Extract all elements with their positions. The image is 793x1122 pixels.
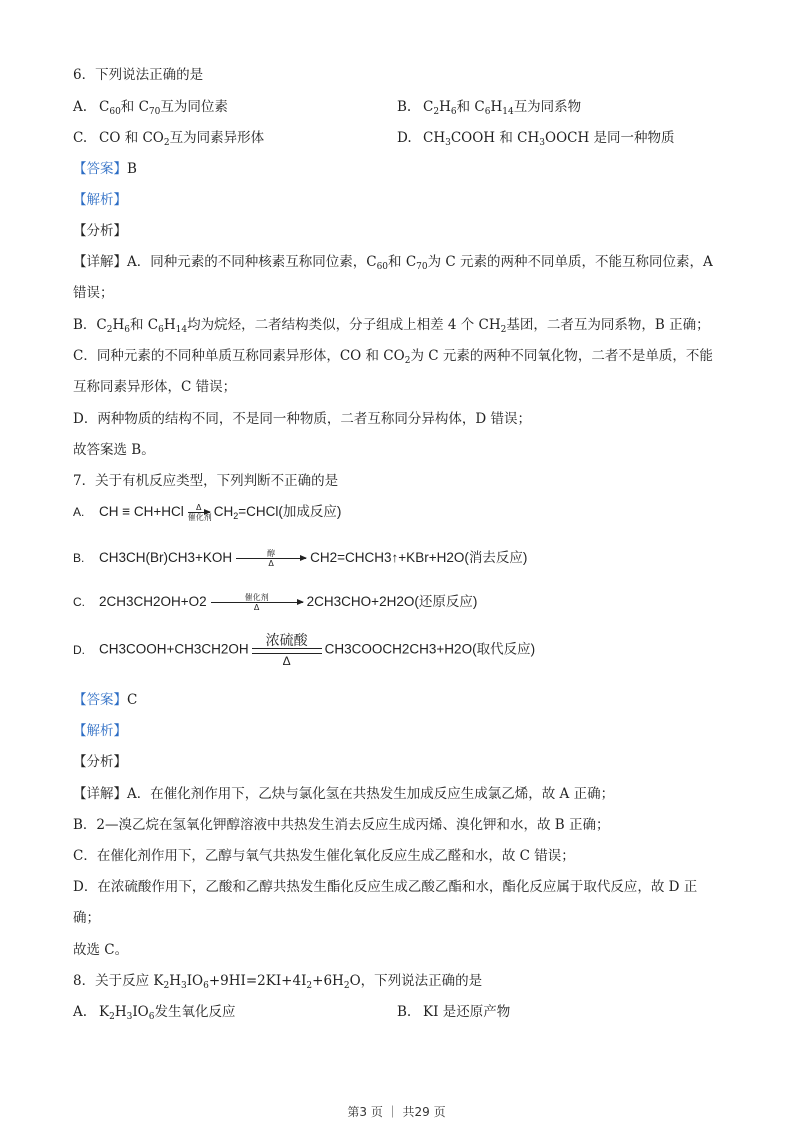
q6-detail-a: 【详解】A．同种元素的不同种核素互称同位素，$C_{60}$和 $C_{70}$为 C 元素的两种不同单质，不能互称同位素，A — [73, 254, 713, 272]
q6-detail-a-cont: 错误； — [73, 285, 114, 301]
q7-answer: 【答案】C — [73, 692, 138, 708]
answer-tag: 【答案】 — [73, 161, 127, 177]
q6-detail-c-cont: 互称同素异形体，C 错误； — [73, 379, 237, 395]
q7-option-d: D. CH3COOH+CH3CH2OH 浓硫酸 Δ CH3COOCH2CH3+H2O(取代反应) — [73, 632, 536, 668]
q7-stem: 7．关于有机反应类型，下列判断不正确的是 — [73, 473, 339, 489]
q6-option-b: B. $C_2H_6$和 $C_6H_{14}$互为同系物 — [397, 99, 582, 117]
q7-detail-a: 【详解】A．在催化剂作用下，乙炔与氯化氢在共热发生加成反应生成氯乙烯，故 A 正确； — [73, 786, 615, 802]
q6-conclusion: 故答案选 B。 — [73, 442, 155, 458]
q6-answer: 【答案】B — [73, 161, 137, 177]
q6-fenxi-tag: 【分析】 — [73, 223, 127, 239]
q6-detail-d: D．两种物质的结构不同，不是同一种物质，二者互称同分异构体，D 错误； — [73, 411, 531, 427]
q6-stem: 6．下列说法正确的是 — [73, 67, 204, 83]
q7-analysis-tag: 【解析】 — [73, 723, 127, 739]
equilibrium-arrow-d: 浓硫酸 Δ — [252, 632, 322, 668]
reaction-arrow-a: Δ 催化剂 — [187, 502, 212, 522]
q6-detail-c: C．同种元素的不同种单质互称同素异形体，CO 和 $CO_2$为 C 元素的两种不同氧化物，二者不是单质，不能 — [73, 348, 713, 366]
q7-option-c: C. 2CH3CH2OH+O2 催化剂 Δ 2CH3CHO+2H2O(还原反应) — [73, 592, 478, 612]
q7-detail-c: C．在催化剂作用下，乙醇与氧气共热发生催化氧化反应生成乙醛和水，故 C 错误； — [73, 848, 575, 864]
q8-option-b: B. KI 是还原产物 — [397, 1004, 511, 1020]
q7-option-a: A. CH ≡ CH+HCl Δ 催化剂 $CH_2=CHCl$(加成反应) — [73, 502, 342, 522]
q6-analysis-tag: 【解析】 — [73, 192, 127, 208]
reaction-arrow-b: 醇 Δ — [236, 549, 306, 568]
q6-option-c: C. CO 和 $CO_2$互为同素异形体 — [73, 130, 265, 148]
q7-conclusion: 故选 C。 — [73, 942, 129, 958]
answer-tag: 【答案】 — [73, 692, 127, 708]
q6-detail-b: B．$C_2H_6$和 $C_6H_{14}$均为烷烃，二者结构类似，分子组成上相差 4 个 $CH_2$基团，二者互为同系物，B 正确； — [73, 317, 710, 335]
q7-detail-d: D．在浓硫酸作用下，乙酸和乙醇共热发生酯化反应生成乙酸乙酯和水，酯化反应属于取代反应，故 D 正 — [73, 879, 698, 895]
reaction-arrow-c: 催化剂 Δ — [211, 593, 303, 612]
q7-option-b: B. CH3CH(Br)CH3+KOH 醇 Δ CH2=CHCH3↑+KBr+H2O(消去反应) — [73, 548, 528, 568]
q7-fenxi-tag: 【分析】 — [73, 754, 127, 770]
q7-detail-d-cont: 确； — [73, 910, 100, 926]
q8-option-a: A. $K_2H_3IO_6$发生氧化反应 — [73, 1004, 236, 1022]
document-page — [73, 0, 733, 1122]
q6-option-d: D. $CH_3COOH$ 和 $CH_3OOCH$ 是同一种物质 — [397, 130, 675, 148]
q6-option-a: A. $C_{60}$和 $C_{70}$互为同位素 — [73, 99, 228, 117]
q7-detail-b: B．2—溴乙烷在氢氧化钾醇溶液中共热发生消去反应生成丙烯、溴化钾和水，故 B 正确； — [73, 817, 610, 833]
q8-stem: 8．关于反应 $K_2H_3IO_6+9HI=2KI+4I_2+6H_2O$，下列说法正确的是 — [73, 973, 483, 991]
page-footer: 第3 页 ｜ 共29 页 — [347, 1105, 446, 1119]
